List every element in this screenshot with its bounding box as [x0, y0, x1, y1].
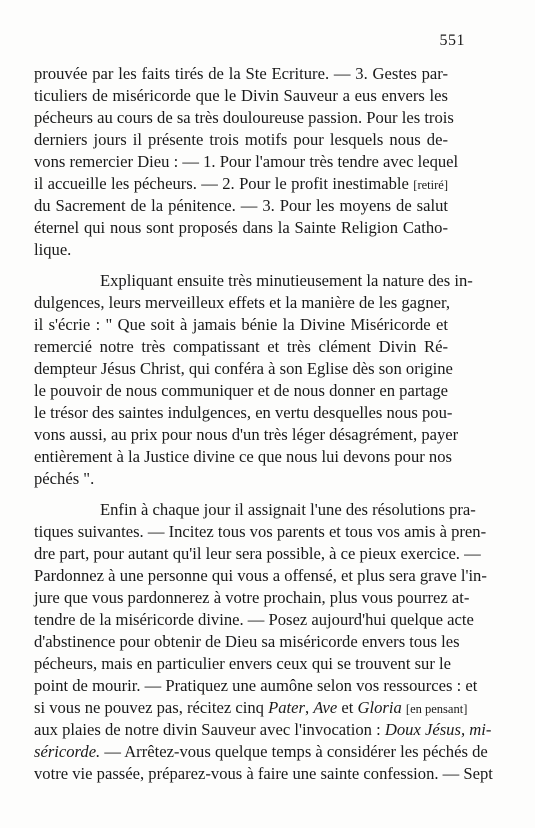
text-line: prouvée par les faits tirés de la Ste Ecriture. — 3. Gestes par-: [34, 64, 448, 83]
text-line: éternel qui nous sont proposés dans la Sainte Religion Catho-: [34, 218, 448, 237]
text-line: entièrement à la Justice divine ce que nous lui devons pour nos: [34, 447, 452, 466]
text-line: le pouvoir de nous communiquer et de nous donner en partage: [34, 381, 448, 400]
text-line: si vous ne pouvez pas, récitez cinq Pater, Ave et Gloria [en pensant]: [34, 698, 468, 717]
text-line: aux plaies de notre divin Sauveur avec l'invocation : Doux Jésus, mi-: [34, 720, 492, 739]
text-line: il accueille les pécheurs. — 2. Pour le profit inestimable [retiré]: [34, 174, 448, 193]
text-line: vons remercier Dieu : — 1. Pour l'amour très tendre avec lequel: [34, 152, 459, 171]
text-line: lique.: [34, 240, 72, 259]
page-number: 551: [439, 32, 465, 49]
text-line: dulgences, leurs merveilleux effets et la manière de les gagner,: [34, 293, 451, 312]
text-line: du Sacrement de la pénitence. — 3. Pour les moyens de salut: [34, 196, 448, 215]
text-line: tiques suivantes. — Incitez tous vos parents et tous vos amis à pren-: [34, 522, 487, 541]
text-line: pécheurs, mais en particulier envers ceux qui se trouvent sur le: [34, 654, 451, 673]
text-line: il s'écrie : " Que soit à jamais bénie la Divine Miséricorde et: [34, 315, 448, 334]
text-line: Enfin à chaque jour il assignait l'une des résolutions pra-: [100, 500, 476, 519]
text-line: dre part, pour autant qu'il leur sera possible, à ce pieux exercice. —: [34, 544, 481, 563]
text-line: séricorde. — Arrêtez-vous quelque temps à considérer les péchés de: [34, 742, 488, 761]
text-line: pécheurs au cours de sa très douloureuse passion. Pour les trois: [34, 108, 454, 127]
text-line: ticuliers de miséricorde que le Divin Sauveur a eus envers les: [34, 86, 448, 105]
text-line: remercié notre très compatissant et très clément Divin Ré-: [34, 337, 448, 356]
text-line: point de mourir. — Pratiquez une aumône selon vos ressources : et: [34, 676, 478, 695]
text-line: Expliquant ensuite très minutieusement la nature des in-: [100, 271, 473, 290]
text-line: derniers jours il présente trois motifs pour lesquels nous de-: [34, 130, 448, 149]
text-line: le trésor des saintes indulgences, en vertu desquelles nous pou-: [34, 403, 453, 422]
text-line: tendre de la miséricorde divine. — Posez aujourd'hui quelque acte: [34, 610, 474, 629]
text-line: votre vie passée, préparez-vous à faire une sainte confession. — Sept: [34, 764, 493, 783]
text-line: dempteur Jésus Christ, qui conféra à son Eglise dès son origine: [34, 359, 453, 378]
text-line: péchés ".: [34, 469, 95, 488]
text-line: Pardonnez à une personne qui vous a offensé, et plus sera grave l'in-: [34, 566, 487, 585]
text-line: jure que vous pardonnerez à votre prochain, plus vous pourrez at-: [34, 588, 470, 607]
text-line: vons aussi, au prix pour nous d'un très léger désagrément, payer: [34, 425, 459, 444]
text-line: d'abstinence pour obtenir de Dieu sa miséricorde envers tous les: [34, 632, 460, 651]
